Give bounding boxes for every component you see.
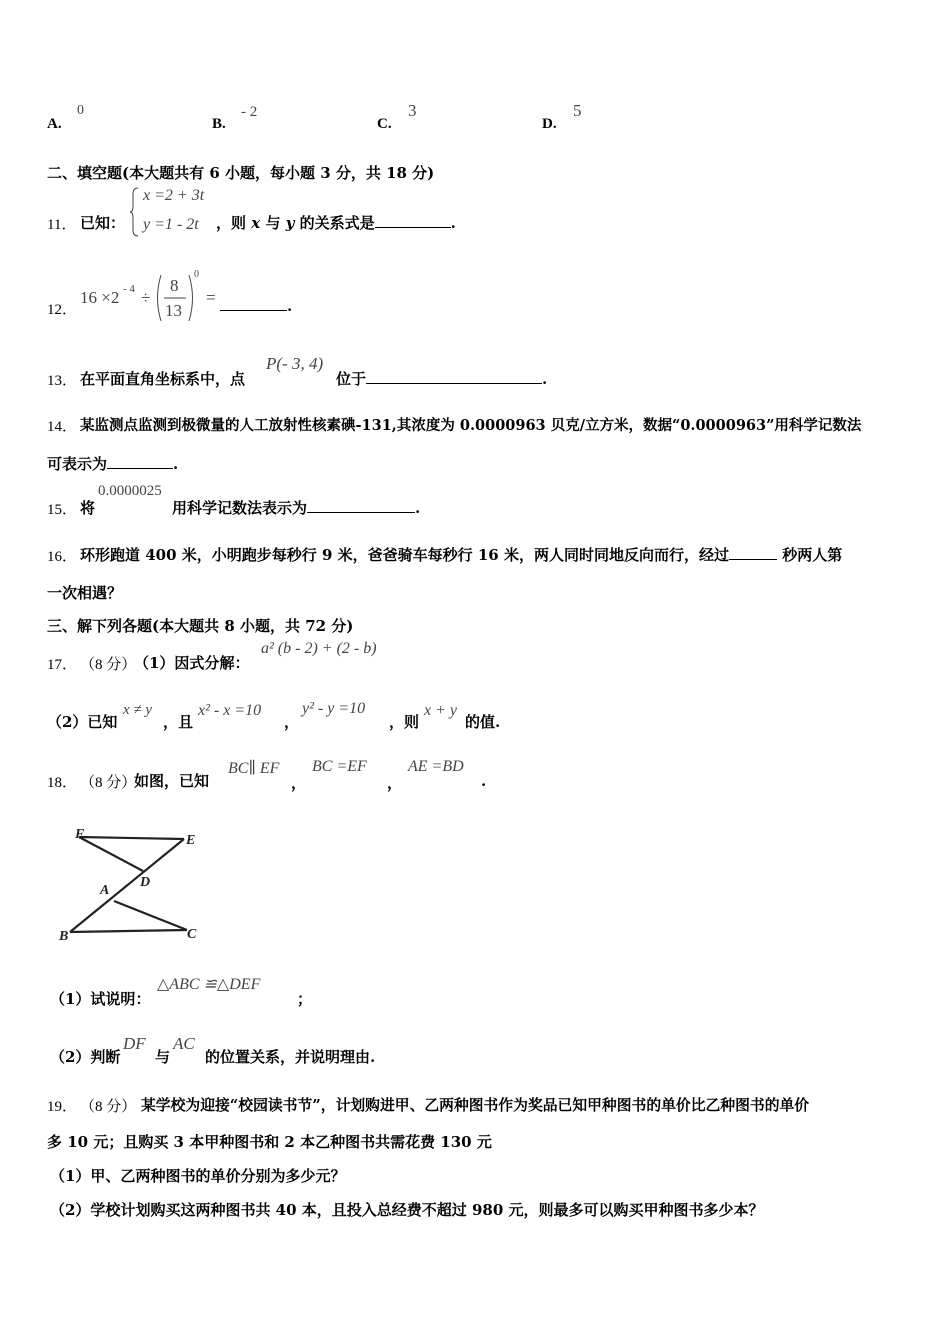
q17-part2-c: ，则 xyxy=(389,713,420,731)
q17-score: （8 分） xyxy=(80,657,137,673)
q19-part2: （2）学校计划购买这两种图书共 40 本，且投入总经费不超过 980 元，则最多可以购买甲种图书多少本？ xyxy=(50,1201,764,1219)
q12-tail xyxy=(220,296,292,315)
q18-part1-end: ； xyxy=(297,990,313,1008)
option-c-value: 3 xyxy=(408,101,417,120)
q11-brace xyxy=(130,186,140,238)
q18-part2-yu: 与 xyxy=(155,1048,171,1066)
q18-part2-b: 的位置关系，并说明理由. xyxy=(205,1048,376,1066)
segment-ac xyxy=(114,901,187,930)
q11-yu: 与 xyxy=(265,214,281,232)
q13-tail xyxy=(336,368,547,389)
option-b-label: B. xyxy=(212,116,226,132)
q18-sep2: ， xyxy=(387,774,403,792)
q11-suffix xyxy=(216,212,456,233)
q11-x: x xyxy=(251,214,261,232)
label-c: C xyxy=(187,927,197,942)
q14-line1: 某监测点监测到极微量的人工放射性核素碘-131,其浓度为 0.0000963 贝克/立方米，数据“0.0000963”用科学记数法 xyxy=(80,417,862,434)
q17-part1: （1）因式分解： xyxy=(134,654,250,672)
q12-div-sign: ÷ xyxy=(141,288,151,307)
q12-number: 12． xyxy=(47,302,78,318)
q12-end: . xyxy=(287,297,293,315)
q11-end: . xyxy=(450,214,456,232)
q17-comma: ， xyxy=(284,713,300,731)
q16-line1 xyxy=(80,544,842,565)
label-b: B xyxy=(59,929,69,944)
q13-number: 13． xyxy=(47,373,78,389)
q17-expr1: a² (b - 2) + (2 - b) xyxy=(261,640,377,657)
q11-y: y xyxy=(285,214,295,232)
q13-end: . xyxy=(542,370,548,388)
label-f: F xyxy=(75,827,85,842)
q14-line2-text: 可表示为 xyxy=(47,455,108,473)
q14-answer-blank[interactable] xyxy=(107,454,173,469)
q18-cond1: BC∥ EF xyxy=(228,760,280,777)
q16-line2: 一次相遇？ xyxy=(47,584,123,602)
q18-cond3: AE =BD xyxy=(408,758,464,775)
q18-end: . xyxy=(481,772,487,790)
q15-number: 15． xyxy=(47,502,78,518)
label-d: D xyxy=(140,875,151,890)
q18-part1-expr: △ABC ≌△DEF xyxy=(157,976,261,993)
q14-end: . xyxy=(173,455,179,473)
q15-answer-blank[interactable] xyxy=(307,498,415,513)
q19-part1: （1）甲、乙两种图书的单价分别为多少元？ xyxy=(50,1167,346,1185)
segment-fd xyxy=(79,837,143,871)
option-d-label: D. xyxy=(542,116,557,132)
option-b-value: - 2 xyxy=(241,104,258,120)
q19-line2: 多 10 元；且购买 3 本甲种图书和 2 本乙种图书共需花费 130 元 xyxy=(47,1133,492,1151)
option-a-label: A. xyxy=(47,116,62,132)
q14-line2 xyxy=(47,453,178,474)
q12-answer-blank[interactable] xyxy=(220,296,287,311)
label-a: A xyxy=(100,883,110,898)
segment-eb xyxy=(70,839,184,932)
q15-text2: 用科学记数法表示为 xyxy=(172,499,308,517)
q12-frac-numerator: 8 xyxy=(170,276,179,295)
q12-frac-denominator: 13 xyxy=(165,301,182,320)
q18-cond2: BC =EF xyxy=(312,758,367,775)
q17-number: 17． xyxy=(47,657,78,673)
q16-line1a: 环形跑道 400 米，小明跑步每秒行 9 米，爸爸骑车每秒行 16 米，两人同时同地反向而行，经过 xyxy=(80,546,729,564)
q12-expr-exponent: - 4 xyxy=(123,283,135,295)
q18-part1: （1）试说明： xyxy=(50,990,151,1008)
q17-target: x + y xyxy=(424,702,457,719)
q11-prefix: 已知： xyxy=(80,214,126,232)
q18-sep1: ， xyxy=(291,774,307,792)
q14-number: 14． xyxy=(47,419,78,435)
section2-header: 二、填空题(本大题共有 6 小题，每小题 3 分，共 18 分) xyxy=(47,164,435,182)
q15-value: 0.0000025 xyxy=(98,483,162,499)
q17-part2-d: 的值. xyxy=(465,713,501,731)
q11-number: 11． xyxy=(47,217,77,233)
q18-text: 如图，已知 xyxy=(134,772,210,790)
q18-score: （8 分） xyxy=(80,775,137,791)
q11-suffix-a: ，则 xyxy=(216,214,247,232)
q17-cond3: y² - y =10 xyxy=(302,700,366,717)
q17-cond2: x² - x =10 xyxy=(198,702,262,719)
q19-line1: 某学校为迎接“校园读书节”，计划购进甲、乙两种图书作为奖品已知甲种图书的单价比乙种图书的单价 xyxy=(141,1097,810,1114)
q15-text: 将 xyxy=(80,499,96,517)
option-c-label: C. xyxy=(377,116,392,132)
q12-expr-base: 16 ×2 xyxy=(80,288,120,307)
q19-number: 19． xyxy=(47,1099,78,1115)
q16-line1b: 秒两人第 xyxy=(782,546,843,564)
q18-figure xyxy=(55,822,205,947)
label-e: E xyxy=(186,833,196,848)
q13-point: P(- 3, 4) xyxy=(266,354,324,373)
segment-fe xyxy=(79,837,184,839)
q11-eq2: y =1 - 2t xyxy=(143,216,199,233)
q18-part2-df: DF xyxy=(123,1034,146,1053)
q11-answer-blank[interactable] xyxy=(375,213,451,228)
q18-part2-ac: AC xyxy=(173,1034,195,1053)
q13-text2: 位于 xyxy=(336,370,367,388)
q19-score: （8 分） xyxy=(80,1099,137,1115)
q17-part2-b: ，且 xyxy=(163,713,194,731)
q16-number: 16． xyxy=(47,549,78,565)
segment-bc xyxy=(70,930,187,932)
option-a-value: 0 xyxy=(77,103,84,118)
q11-eq1: x =2 + 3t xyxy=(143,187,205,204)
q16-answer-blank[interactable] xyxy=(729,545,777,560)
q17-part2-a: （2）已知 xyxy=(47,713,118,731)
q12-exponent-zero: 0 xyxy=(194,269,199,280)
q18-number: 18． xyxy=(47,775,78,791)
q15-tail xyxy=(172,497,420,518)
q15-end: . xyxy=(415,499,421,517)
option-d-value: 5 xyxy=(573,101,582,120)
q13-text: 在平面直角坐标系中，点 xyxy=(80,370,246,388)
q11-suffix-b: 的关系式是 xyxy=(299,214,375,232)
q12-equals: = xyxy=(206,288,216,307)
section3-header: 三、解下列各题(本大题共 8 小题，共 72 分) xyxy=(47,617,354,635)
q18-part2-a: （2）判断 xyxy=(50,1048,121,1066)
q13-answer-blank[interactable] xyxy=(366,369,542,384)
q17-cond1: x ≠ y xyxy=(123,702,153,718)
